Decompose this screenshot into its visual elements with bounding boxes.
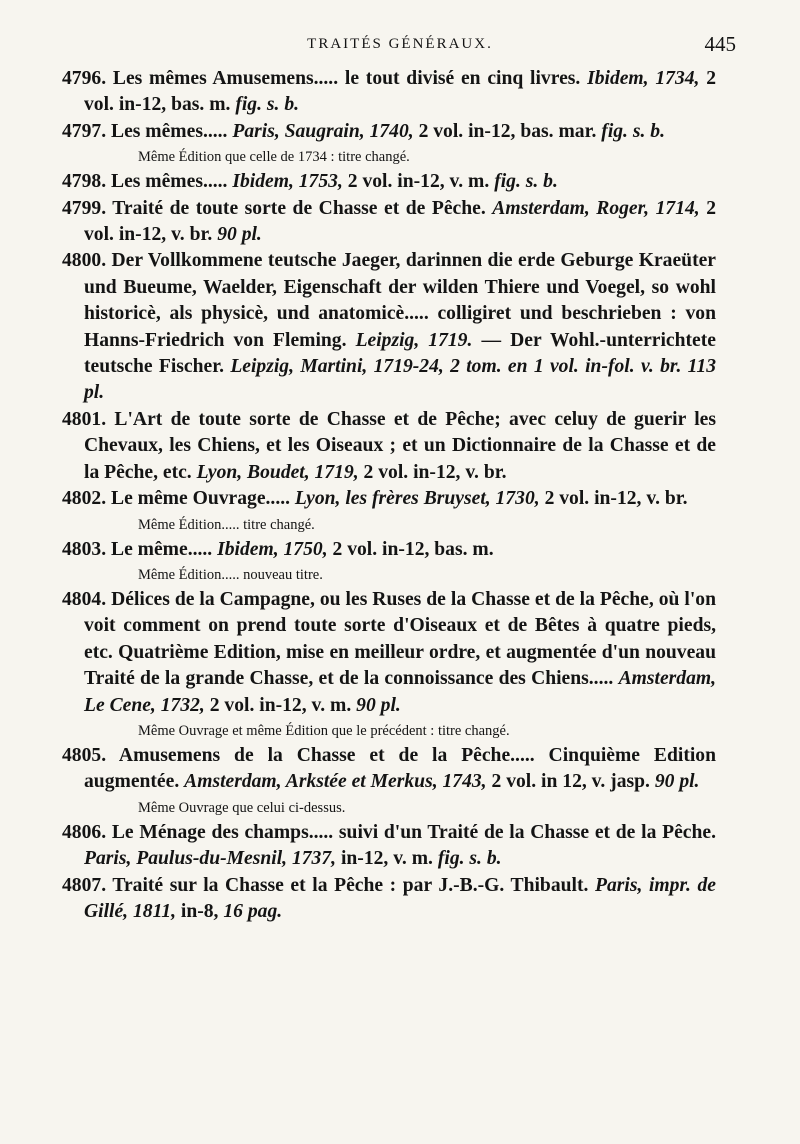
- entry-imprint: Lyon, les frères Bruyset, 1730,: [294, 488, 540, 510]
- catalog-entry: [62, 248, 716, 406]
- entry-title: Le même Ouvrage.....: [111, 488, 291, 510]
- catalog-entry: [62, 873, 716, 926]
- entry-imprint: Paris, Paulus-du-Mesnil, 1737,: [84, 848, 337, 870]
- entry-number: 4804.: [62, 588, 107, 610]
- entry-format: 2 vol. in-12, v. m.: [209, 694, 352, 716]
- entry-format: in-8,: [180, 900, 219, 922]
- catalog-entry: [62, 743, 716, 796]
- entry-imprint: Ibidem, 1734,: [587, 68, 700, 89]
- entry-number: 4807.: [62, 874, 107, 896]
- entry-format: 2 vol. in-12, v. br.: [544, 488, 688, 510]
- entry-note: Même Édition..... titre changé.: [138, 516, 315, 533]
- entry-title: Délices de la Campagne, ou les Ruses de la Chasse et de la Pêche, où l'on voit comment on prend toute sorte d'Oiseaux et de Bêtes à quatre pieds, etc. Quatrième Edition, mise en meilleur ordre, et augmentée d'un nouveau Traité de la grande Chasse, et de la connoissance des Chiens.....: [84, 588, 716, 690]
- entry-number: 4798.: [62, 171, 107, 193]
- entry-note: Même Ouvrage et même Édition que le précédent : titre changé.: [138, 722, 510, 739]
- catalog-entry: [62, 407, 716, 486]
- entry-number: 4797.: [62, 120, 107, 142]
- entry-number: 4802.: [62, 488, 107, 510]
- catalog-entry: [62, 119, 716, 145]
- entry-format: in-12, v. m.: [340, 848, 433, 870]
- entry-title: Traité de toute sorte de Chasse et de Pêche.: [112, 197, 486, 219]
- catalog-entry: [62, 486, 716, 512]
- entry-imprint: Lyon, Boudet, 1719,: [196, 461, 359, 483]
- entry-number: 4805.: [62, 744, 107, 766]
- entry-extra: 90 pl.: [654, 771, 700, 793]
- entry-imprint: Ibidem, 1753,: [232, 171, 343, 193]
- page-number: 445: [704, 32, 736, 56]
- entry-extra: fig. s. b.: [494, 171, 558, 193]
- entry-title: Der Vollkommene teutsche Jaeger, darinnen die erde Geburge Kraeüter und Bueume, Waelder, Eigenschaft der wilden Thiere und Voegel, so wohl historicè, als physicè, und anatomicè..... colligiret und beschrieben : von Hanns-Friedrich von Fleming.: [84, 250, 716, 351]
- entry-extra: 90 pl.: [356, 694, 401, 716]
- entry-number: 4800.: [62, 250, 107, 272]
- entry-format: 2 vol. in-12, bas. mar.: [418, 120, 597, 142]
- entry-note: Même Édition..... nouveau titre.: [138, 566, 323, 583]
- entry-imprint: Paris, Saugrain, 1740,: [232, 120, 414, 142]
- entry-note: Même Édition que celle de 1734 : titre changé.: [138, 149, 410, 166]
- entry-format: 2 vol. in-12, bas. m.: [332, 538, 494, 560]
- entry-imprint: Ibidem, 1750,: [217, 538, 328, 560]
- entry-note: Même Ouvrage que celui ci-dessus.: [138, 799, 346, 816]
- entry-imprint: Paris, impr. de Gillé, 1811,: [84, 874, 716, 922]
- entry-extra: fig. s. b.: [601, 120, 665, 142]
- entry-number: 4796.: [62, 68, 107, 89]
- entry-imprint: Amsterdam, Arkstée et Merkus, 1743,: [184, 771, 487, 793]
- entry-title: Amusemens de la Chasse et de la Pêche..... Cinquième Edition augmentée.: [84, 744, 716, 793]
- catalog-entries: [62, 66, 716, 925]
- running-header: [0, 32, 800, 62]
- entry-number: 4801.: [62, 408, 107, 430]
- catalog-entry: [62, 196, 716, 249]
- entry-format: 2 vol. in-12, v. br.: [84, 197, 717, 246]
- page-title: TRAITÉS GÉNÉRAUX.: [307, 36, 493, 52]
- entry-title: L'Art de toute sorte de Chasse et de Pêche; avec celuy de guerir les Chevaux, les Chiens, et les Oiseaux ; et un Dictionnaire de la Chasse et de la Pêche, etc.: [84, 408, 716, 483]
- entry-number: 4799.: [62, 197, 107, 219]
- entry-imprint: Amsterdam, Le Cene, 1732,: [84, 668, 717, 716]
- catalog-entry: [62, 169, 716, 195]
- entry-number: 4806.: [62, 821, 107, 843]
- entry-imprint: Leipzig, 1719.: [355, 329, 473, 351]
- entry-number: 4803.: [62, 538, 107, 560]
- catalog-entry: [62, 820, 716, 873]
- entry-format: 2 vol. in 12, v. jasp.: [491, 771, 650, 793]
- entry-format: 2 vol. in-12, v. br.: [363, 461, 507, 483]
- entry-format: 2 vol. in-12, v. m.: [347, 171, 490, 193]
- entry-title: Le Ménage des champs..... suivi d'un Traité de la Chasse et de la Pêche.: [111, 821, 716, 843]
- entry-title: Les mêmes.....: [111, 120, 228, 142]
- entry-extra: 16 pag.: [223, 900, 283, 922]
- entry-imprint: Amsterdam, Roger, 1714,: [492, 197, 700, 219]
- entry-extra: Leipzig, Martini, 1719-24, 2 tom. en 1 vol. in-fol. v. br. 113 pl.: [84, 356, 716, 404]
- entry-extra: fig. s. b.: [437, 848, 502, 870]
- entry-title: Les mêmes.....: [111, 171, 228, 193]
- catalog-entry: [62, 587, 716, 719]
- catalog-entry: [62, 537, 716, 563]
- entry-title: Traité sur la Chasse et la Pêche : par J.-B.-G. Thibault.: [112, 874, 589, 896]
- entry-extra: fig. s. b.: [235, 94, 300, 116]
- entry-extra: 90 pl.: [217, 224, 262, 246]
- entry-title: Le même.....: [111, 538, 213, 560]
- entry-format: — Der Wohl.-unterrichtete teutsche Fischer.: [84, 329, 716, 378]
- entry-format: 2 vol. in-12, bas. m.: [84, 68, 717, 116]
- entry-title: Les mêmes Amusemens..... le tout divisé en cinq livres.: [112, 68, 581, 89]
- catalog-entry: [62, 66, 716, 119]
